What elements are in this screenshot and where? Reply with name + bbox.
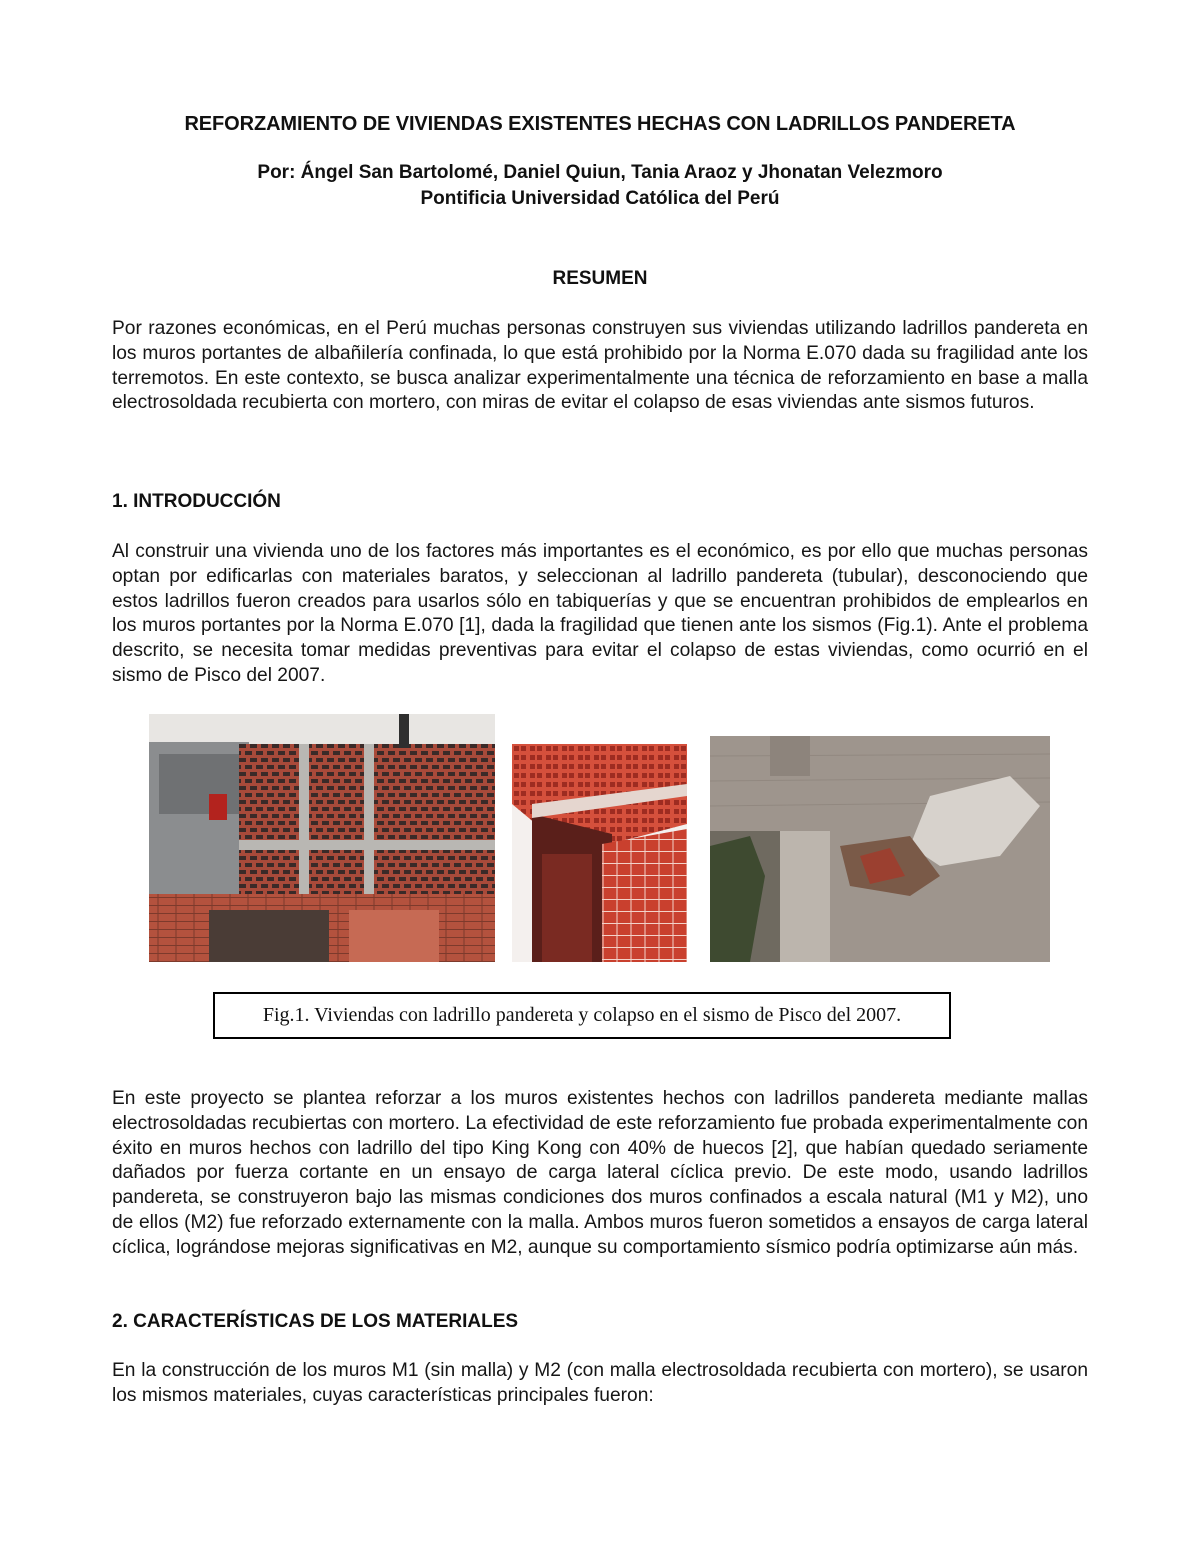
figure-caption-text: Fig.1. Viviendas con ladrillo pandereta y colapso en el sismo de Pisco del 2007. bbox=[262, 1004, 902, 1026]
author-block bbox=[0, 160, 1200, 212]
intro-paragraph-1: Al construir una vivienda uno de los factores más importantes es el económico, es por ello que muchas personas optan por edificarlas con materiales baratos, y seleccionan al ladrillo pandereta (tubular), desconociendo que estos ladrillos fueron creados para usarlos sólo en tabiquerías y que se encuentran prohibidos de emplearlos en los muros portantes por la Norma E.070 [1], dada la fragilidad que tienen ante los sismos (Fig.1). Ante el problema descrito, se necesita tomar medidas preventivas para evitar el colapso de estas viviendas, como ocurrió en el sismo de Pisco del 2007. bbox=[112, 541, 1088, 686]
affiliation-line: Pontificia Universidad Católica del Perú bbox=[420, 188, 780, 209]
section-1-heading: 1. INTRODUCCIÓN bbox=[112, 491, 281, 512]
abstract-heading: RESUMEN bbox=[552, 268, 648, 289]
photo-brick-house-construction bbox=[149, 714, 495, 962]
photo-collapsed-wall bbox=[710, 736, 1050, 962]
authors-line: Por: Ángel San Bartolomé, Daniel Quiun, Tania Araoz y Jhonatan Velezmoro bbox=[257, 162, 943, 183]
materials-paragraph: En la construcción de los muros M1 (sin malla) y M2 (con malla electrosoldada recubierta con mortero), se usaron los mismos materiales, cuyas características principales fueron: bbox=[112, 1360, 1088, 1406]
figure-caption bbox=[213, 992, 951, 1039]
intro-paragraph-2: En este proyecto se plantea reforzar a los muros existentes hechos con ladrillos pandereta mediante mallas electrosoldadas recubiertas con mortero. La efectividad de este reforzamiento fue probada experimentalmente con éxito en muros hechos con ladrillo del tipo King Kong con 40% de huecos [2], que habían quedado seriamente dañados por fuerza cortante en un ensayo de carga lateral cíclica previo. De este modo, usando ladrillos pandereta, se construyeron bajo las mismas condiciones dos muros confinados a escala natural (M1 y M2), uno de ellos (M2) fue reforzado externamente con la malla. Ambos muros fueron sometidos a ensayos de carga lateral cíclica, lográndose mejoras significativas en M2, aunque su comportamiento sísmico podría optimizarse aún más. bbox=[112, 1088, 1088, 1258]
abstract-paragraph: Por razones económicas, en el Perú muchas personas construyen sus viviendas utilizando ladrillos pandereta en los muros portantes de albañilería confinada, lo que está prohibido por la Norma E.070 dada su fragilidad ante los terremotos. En este contexto, se busca analizar experimentalmente una técnica de reforzamiento en base a malla electrosoldada recubierta con mortero, con miras de evitar el colapso de esas viviendas ante sismos futuros. bbox=[112, 318, 1088, 414]
photo-brick-room-ceiling bbox=[512, 744, 687, 962]
paper-title: REFORZAMIENTO DE VIVIENDAS EXISTENTES HECHAS CON LADRILLOS PANDERETA bbox=[184, 113, 1016, 135]
section-2-heading: 2. CARACTERÍSTICAS DE LOS MATERIALES bbox=[112, 1311, 519, 1332]
